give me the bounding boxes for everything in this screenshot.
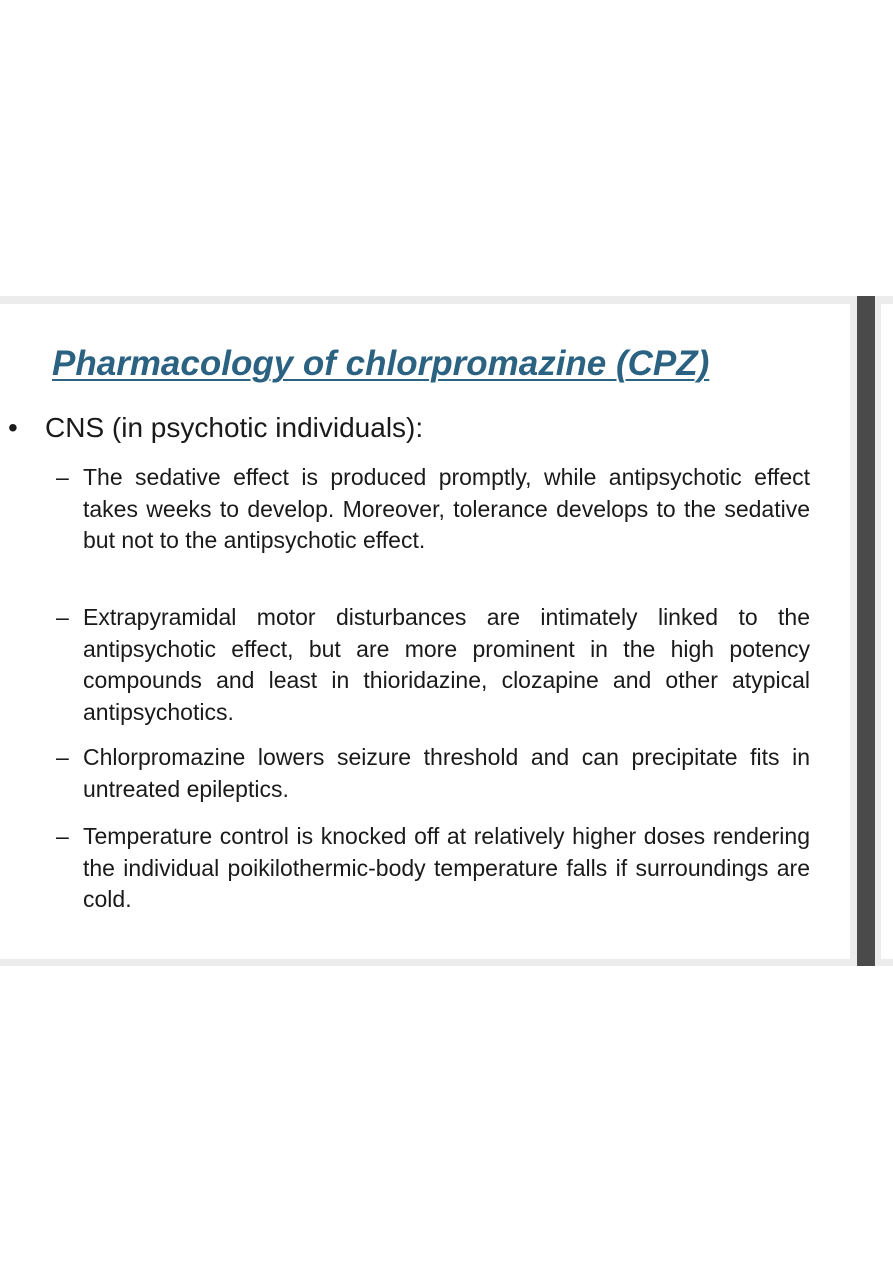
next-slide-edge [881, 304, 893, 959]
sub-point-text: The sedative effect is produced promptly, while antipsychotic effect takes weeks to develop. Moreover, tolerance develops to the sedative but not to the antipsychotic effect. [83, 464, 810, 553]
bullet-text: CNS (in psychotic individuals): [45, 412, 424, 443]
dash-icon: – [56, 464, 69, 490]
bullet-icon: • [8, 412, 18, 443]
sub-point [56, 462, 810, 557]
sub-point [56, 602, 810, 728]
sub-point-text: Temperature control is knocked off at relatively higher doses rendering the individual poikilothermic-body temperature falls if surroundings are cold. [83, 823, 810, 912]
sub-point-text: Extrapyramidal motor disturbances are intimately linked to the antipsychotic effect, but are more prominent in the high potency compounds and least in thioridazine, clozapine and other atypical antipsychotics. [83, 604, 810, 725]
sub-point [56, 742, 810, 805]
slide-title: Pharmacology of chlorpromazine (CPZ) [52, 344, 710, 383]
slide-divider [857, 296, 875, 966]
slide [0, 304, 850, 959]
dash-icon: – [56, 604, 69, 630]
slide-frame [0, 296, 893, 966]
sub-point-text: Chlorpromazine lowers seizure threshold and can precipitate fits in untreated epileptics. [83, 744, 810, 802]
dash-icon: – [56, 744, 69, 770]
sub-point [56, 821, 810, 916]
dash-icon: – [56, 823, 69, 849]
